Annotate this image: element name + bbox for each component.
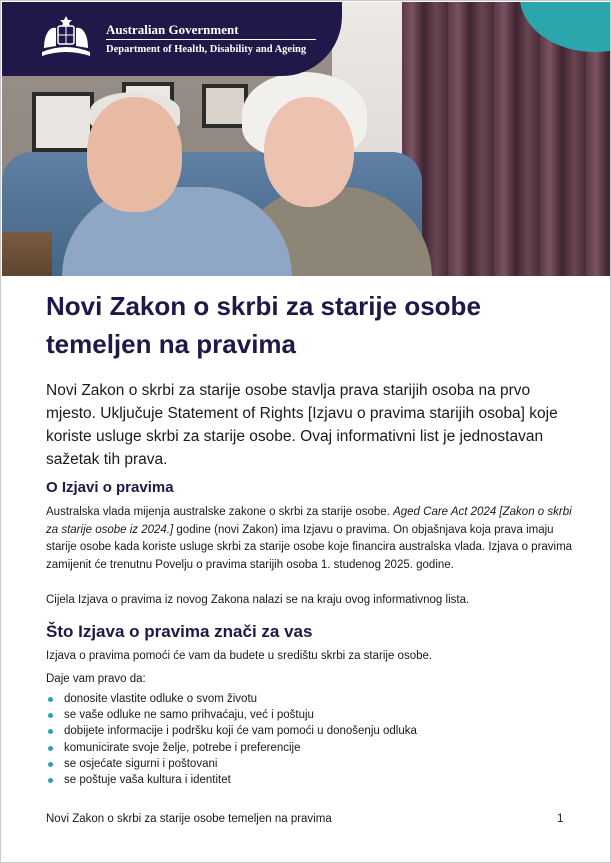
banner-divider	[106, 39, 316, 40]
intro-paragraph: Novi Zakon o skrbi za starije osobe stavlja prava starijih osoba na prvo mjesto. Uključuje Statement of Rights [Izjavu o pravima starijih osoba] koje koriste usluge skrbi za starije osobe. Ovaj informativni list je jednostavan sažetak tih prava.	[46, 382, 558, 468]
government-banner	[2, 2, 342, 76]
list-item: donosite vlastite odluke o svom životu	[46, 691, 566, 707]
list-item: komunicirate svoje želje, potrebe i preferencije	[46, 740, 566, 756]
section-meaning-paragraph-1: Izjava o pravima pomoći će vam da budete u središtu skrbi za starije osobe.	[46, 650, 433, 662]
list-item: se poštuje vaša kultura i identitet	[46, 772, 566, 788]
list-item: se vaše odluke ne samo prihvaćaju, već i poštuju	[46, 707, 566, 723]
section-heading-meaning: Što Izjava o pravima znači za vas	[46, 622, 313, 641]
page-title: Novi Zakon o skrbi za starije osobe temeljen na pravima	[46, 291, 481, 359]
page-number: 1	[557, 813, 564, 825]
department-name: Department of Health, Disability and Ageing	[106, 44, 307, 55]
coat-of-arms-icon	[38, 12, 94, 60]
government-name: Australian Government	[106, 22, 239, 37]
section-about-paragraph-1: Australska vlada mijenja australske zakone o skrbi za starije osobe. Aged Care Act 2024 [Zakon o skrbi za starije osobe iz 2024.] godine (novi Zakon) ima Izjavu o pravima. On objašnjava koja prava imaju starije osobe kada koriste usluge skrbi za starije osobe koje financira australska vlada. Izjava o pravima zamijenit će trenutnu Povelju o pravima starijih osoba 1. studenog 2025. godine.	[46, 506, 573, 571]
list-item: dobijete informacije i podršku koji će vam pomoći u donošenju odluka	[46, 723, 566, 739]
section-meaning-paragraph-2: Daje vam pravo da:	[46, 673, 146, 685]
section-heading-about: O Izjavi o pravima	[46, 479, 174, 496]
rights-list	[46, 691, 566, 788]
section-about-paragraph-2: Cijela Izjava o pravima iz novog Zakona nalazi se na kraju ovog informativnog lista.	[46, 594, 470, 606]
footer-title: Novi Zakon o skrbi za starije osobe temeljen na pravima	[46, 813, 332, 825]
list-item: se osjećate sigurni i poštovani	[46, 756, 566, 772]
